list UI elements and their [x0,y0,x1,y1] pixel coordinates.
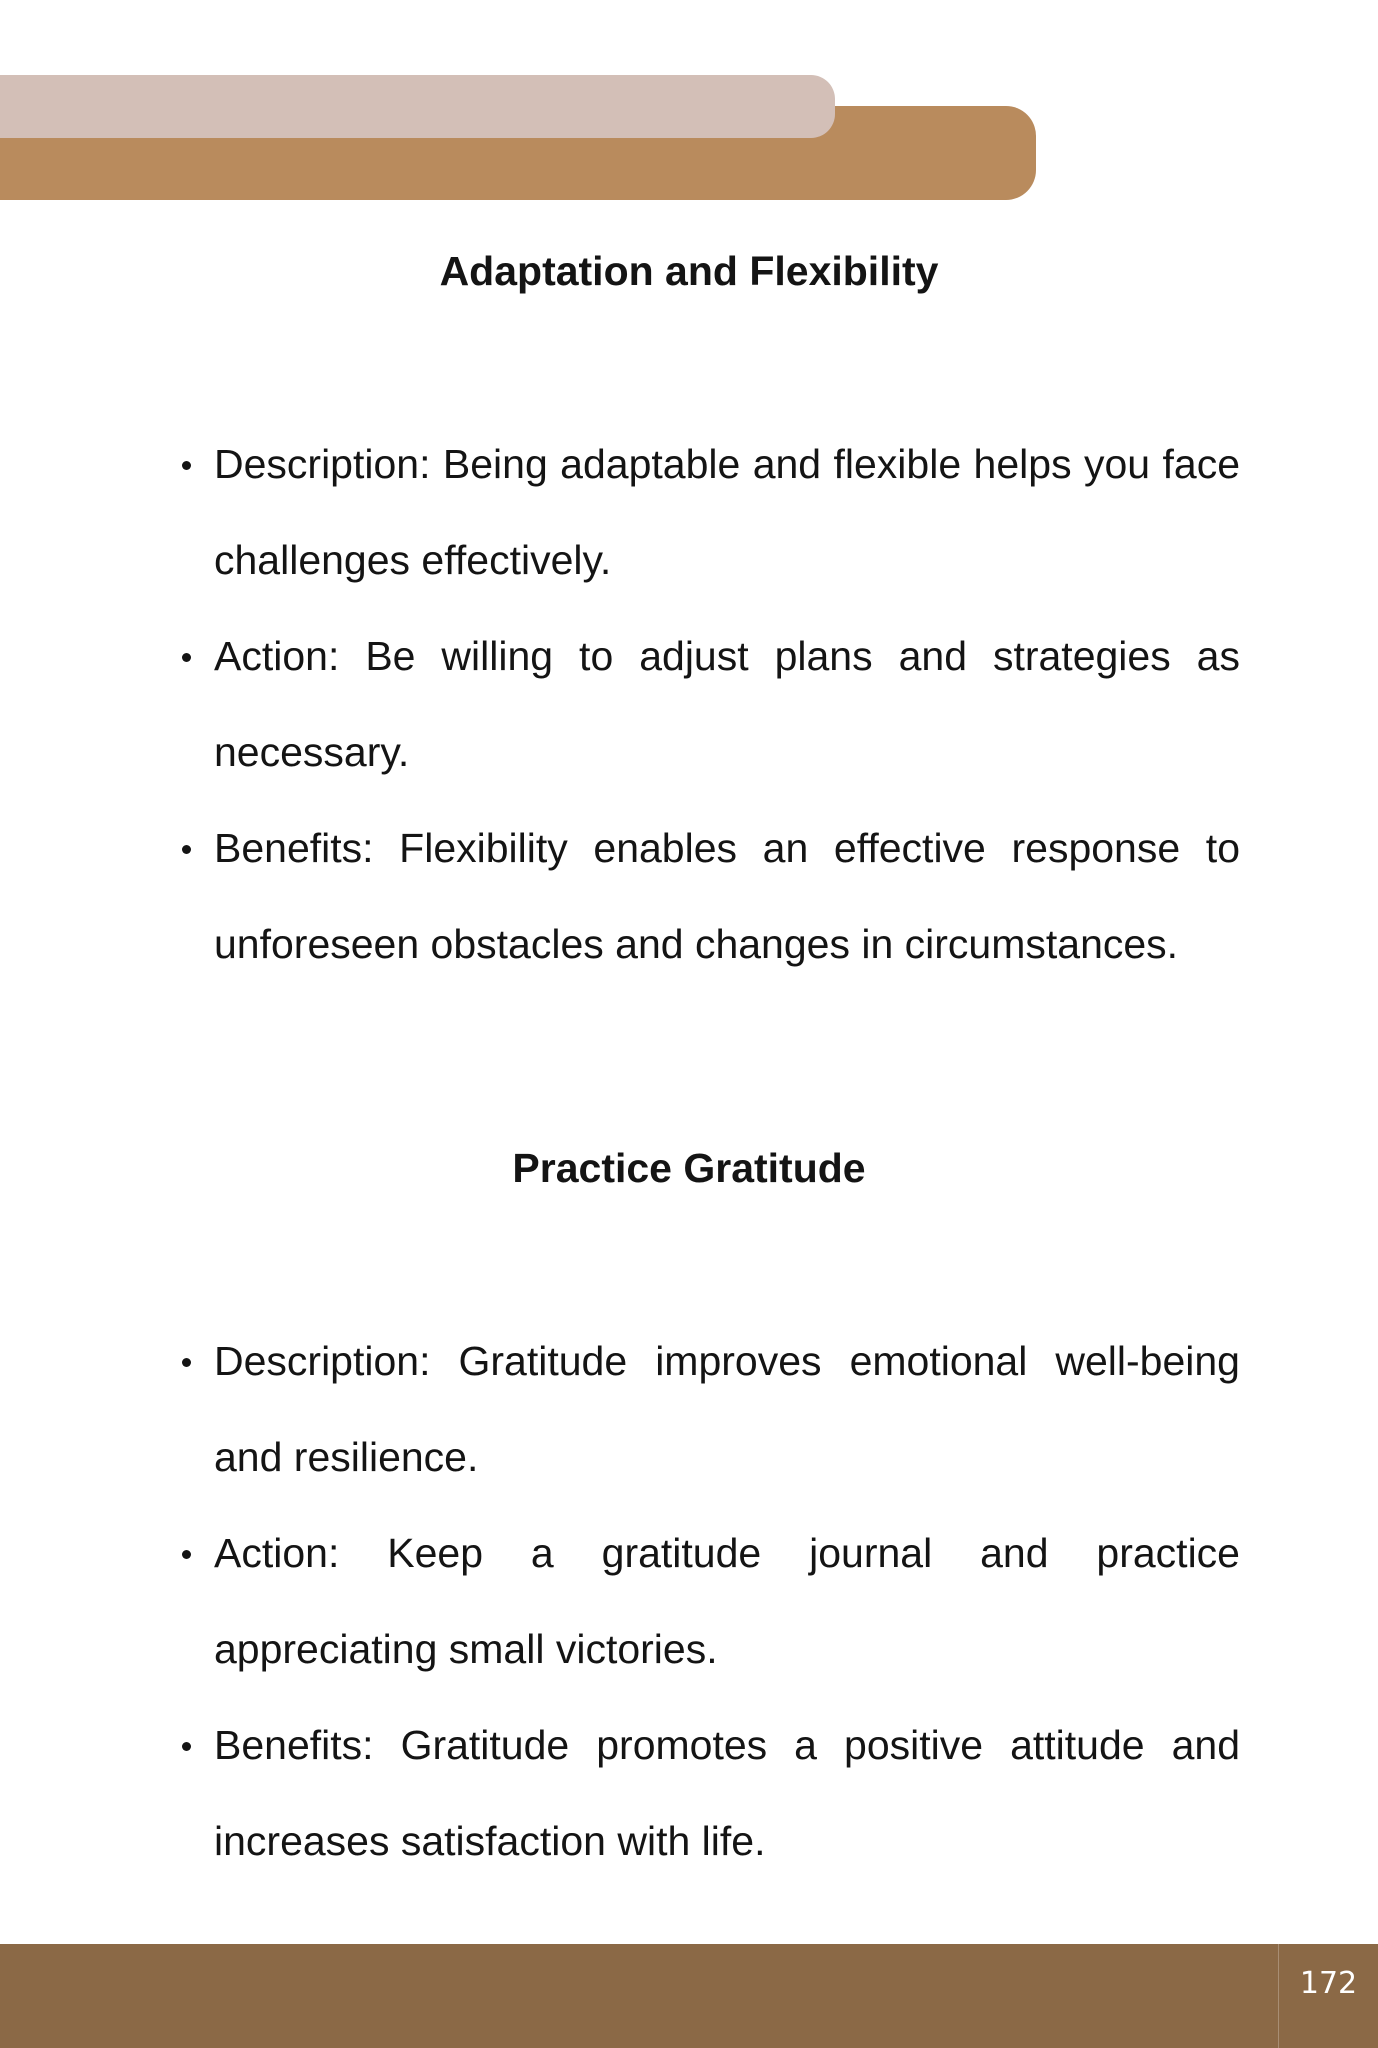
header-decor-bar-front [0,75,835,138]
list-item-adaptation-action: Action: Be willing to adjust plans and strategies as necessary. [214,608,1240,800]
list-item-adaptation-benefits: Benefits: Flexibility enables an effective response to unforeseen obstacles and changes in circumstances. [214,800,1240,992]
page-number: 172 [1299,1966,1358,2001]
footer-bar [0,1944,1378,2048]
section-heading-adaptation: Adaptation and Flexibility [439,248,939,294]
adaptation-bullet-list [214,416,1240,992]
list-item-gratitude-description: Description: Gratitude improves emotional well-being and resilience. [214,1313,1240,1505]
gratitude-bullet-list [214,1313,1240,1889]
list-item-gratitude-action: Action: Keep a gratitude journal and practice appreciating small victories. [214,1505,1240,1697]
section-heading-gratitude: Practice Gratitude [512,1145,866,1191]
list-item-adaptation-description: Description: Being adaptable and flexible helps you face challenges effectively. [214,416,1240,608]
list-item-gratitude-benefits: Benefits: Gratitude promotes a positive attitude and increases satisfaction with life. [214,1697,1240,1889]
